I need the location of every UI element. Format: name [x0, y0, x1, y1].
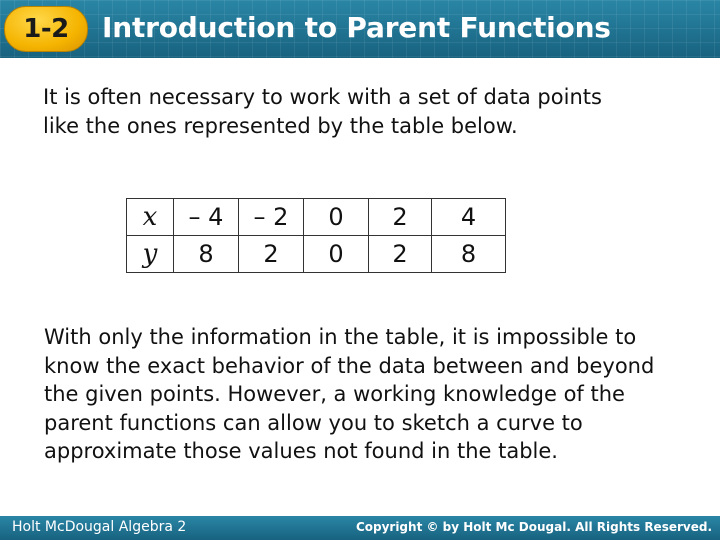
copyright-notice: Copyright © by Holt Mc Dougal. All Rights Reserved. — [355, 520, 712, 534]
table-cell: 4 — [432, 199, 506, 236]
intro-paragraph: It is often necessary to work with a set of data points like the ones represented by the table below. — [43, 85, 602, 138]
table-cell: 2 — [239, 236, 304, 273]
table-cell: 8 — [432, 236, 506, 273]
footer-bar — [0, 516, 720, 540]
table-row-y — [127, 236, 506, 273]
table-cell: 0 — [304, 236, 369, 273]
table-cell: – 2 — [239, 199, 304, 236]
y-header-cell: y — [127, 236, 174, 273]
table-cell: 0 — [304, 199, 369, 236]
x-header-cell: x — [127, 199, 174, 236]
slide-title: Introduction to Parent Functions — [102, 11, 611, 44]
explanation-paragraph: With only the information in the table, it is impossible to know the exact behavior of the data between and beyond the given points. However, a working knowledge of the parent functions can allow you to sketch a curve to approximate those values not found in the table. — [44, 325, 655, 463]
table-cell: – 4 — [174, 199, 239, 236]
data-table — [126, 198, 506, 273]
publisher-label: Holt McDougal Algebra 2 — [12, 519, 187, 535]
table-row-x — [127, 199, 506, 236]
header-bar — [0, 0, 720, 58]
table-cell: 8 — [174, 236, 239, 273]
table-cell: 2 — [369, 199, 432, 236]
lesson-badge: 1-2 — [4, 6, 88, 52]
table-cell: 2 — [369, 236, 432, 273]
